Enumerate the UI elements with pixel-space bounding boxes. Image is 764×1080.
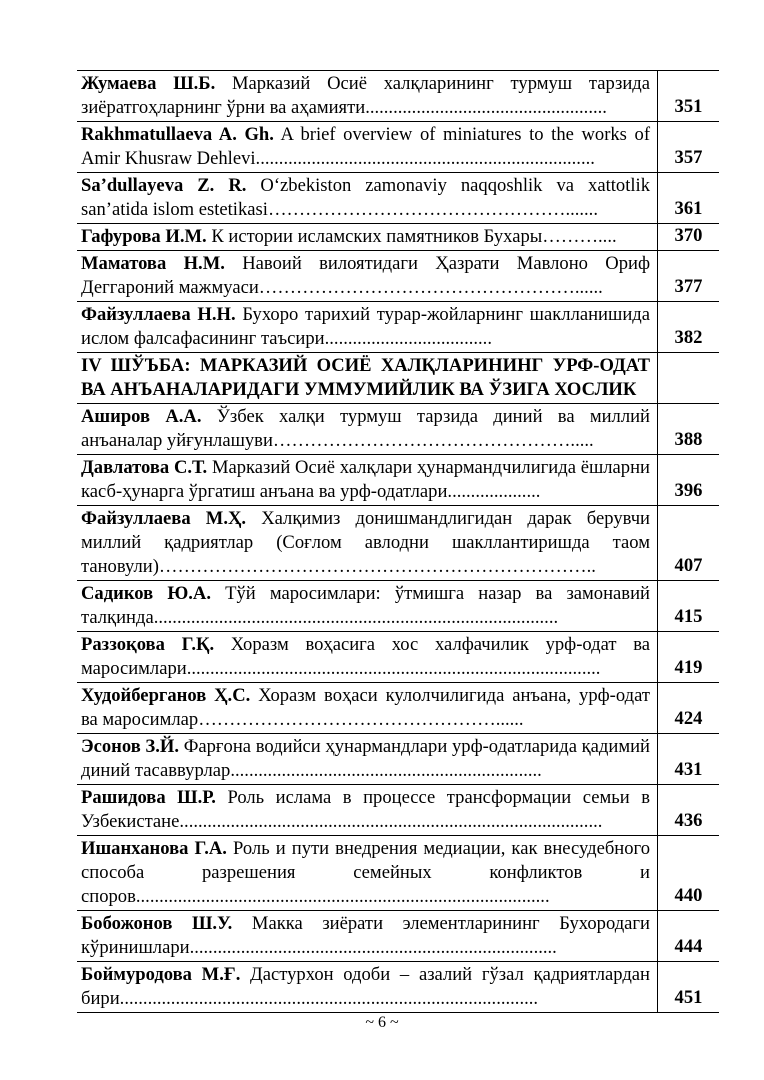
entry-title: A brief overview of miniatures to the works of Amir Khusraw Dehlevi <box>81 124 651 169</box>
toc-entry-row <box>77 911 719 962</box>
entry-page-number: 377 <box>658 251 720 302</box>
entry-author: Боймуродова М.Ғ. <box>81 964 241 985</box>
entry-dot-leader: …………………………………………....... <box>267 199 598 220</box>
entry-title: К истории исламских памятников Бухары <box>206 226 543 247</box>
entry-dot-leader: ......................................................................................... <box>186 658 601 679</box>
entry-page-number: 396 <box>658 455 720 506</box>
entry-author: Rakhmatullaeva A. Gh. <box>81 124 274 145</box>
entry-title: Халқимиз донишмандлигидан дарак берувчи миллий қадриятлар (Соғлом авлодни шакллантиришда таом тановули) <box>81 508 650 577</box>
entry-title: Роль ислама в процессе трансформации семьи в Узбекистане <box>81 787 650 832</box>
entry-author: Ишанханова Г.А. <box>81 838 227 859</box>
toc-entry <box>77 911 658 962</box>
entry-author: Sa’dullayeva Z. R. <box>81 175 247 196</box>
toc-entry <box>77 683 658 734</box>
table-of-contents <box>77 70 719 1013</box>
entry-title: Макка зиёрати элементларининг Бухородаги кўринишлари <box>81 913 651 958</box>
entry-dot-leader: ......................................................................................... <box>135 886 550 907</box>
entry-dot-leader: .......................................................................................... <box>119 988 539 1009</box>
entry-dot-leader: …………………………………………...... <box>198 709 524 730</box>
toc-body <box>77 71 719 1013</box>
entry-page-number: 361 <box>658 173 720 224</box>
page-number: ~ 6 ~ <box>365 1014 399 1031</box>
entry-author: Жумаева Ш.Б. <box>81 73 216 94</box>
entry-title: Бухоро тарихий турар-жойларнинг шаклланишида ислом фалсафасининг таъсири <box>81 304 650 349</box>
entry-title: Фарғона водийси ҳунармандлари урф-одатларида қадимий диний тасаввурлар <box>81 736 650 781</box>
entry-title: Навоий вилоятидаги Ҳазрати Мавлоно Ориф Деггароний мажмуаси <box>81 253 650 298</box>
toc-entry <box>77 302 658 353</box>
entry-dot-leader: …………………………………………..... <box>272 430 594 451</box>
entry-page-number: 451 <box>658 962 720 1013</box>
entry-page-number: 415 <box>658 581 720 632</box>
entry-author: Давлатова С.Т. <box>81 457 208 478</box>
entry-author: Худойберганов Ҳ.С. <box>81 685 251 706</box>
entry-dot-leader: ……………………………………………...... <box>258 277 603 298</box>
entry-dot-leader: ................................................................... <box>230 760 542 781</box>
entry-dot-leader: ……….... <box>542 226 617 247</box>
entry-page-number: 388 <box>658 404 720 455</box>
entry-author: Файзуллаева Н.Н. <box>81 304 236 325</box>
entry-page-number: 444 <box>658 911 720 962</box>
toc-entry <box>77 836 658 911</box>
section-heading: IV ШЎЪБА: МАРКАЗИЙ ОСИЁ ХАЛҚЛАРИНИНГ УРФ-ОДАТ ВА АНЪАНАЛАРИДАГИ УММУМИЙЛИК ВА ЎЗИГА ХОСЛИК <box>77 353 658 404</box>
toc-entry-row <box>77 962 719 1013</box>
entry-dot-leader: ......................................................................... <box>255 148 595 169</box>
entry-dot-leader: ............................................................................... <box>189 937 557 958</box>
toc-entry-row <box>77 683 719 734</box>
toc-entry-row <box>77 173 719 224</box>
toc-entry <box>77 224 658 251</box>
entry-author: Бобожонов Ш.У. <box>81 913 233 934</box>
entry-author: Рашидова Ш.Р. <box>81 787 216 808</box>
entry-author: Файзуллаева М.Ҳ. <box>81 508 247 529</box>
entry-dot-leader: …………………………………………………………….. <box>158 556 596 577</box>
toc-entry-row <box>77 455 719 506</box>
entry-title: Тўй маросимлари: ўтмишга назар ва замонавий талқинда <box>81 583 650 628</box>
toc-entry-row <box>77 251 719 302</box>
entry-author: Садиков Ю.А. <box>81 583 211 604</box>
toc-entry-row <box>77 581 719 632</box>
entry-author: Гафурова И.М. <box>81 226 207 247</box>
entry-dot-leader: ........................................................................................... <box>179 811 603 832</box>
toc-entry-row <box>77 404 719 455</box>
toc-entry-row <box>77 785 719 836</box>
entry-page-number: 419 <box>658 632 720 683</box>
entry-page-number: 440 <box>658 836 720 911</box>
entry-author: Раззоқова Г.Қ. <box>81 634 215 655</box>
toc-entry <box>77 632 658 683</box>
toc-entry <box>77 785 658 836</box>
entry-page-number: 436 <box>658 785 720 836</box>
entry-dot-leader: .................................... <box>324 328 492 349</box>
toc-entry-row <box>77 506 719 581</box>
toc-entry-row <box>77 734 719 785</box>
entry-author: Эсонов З.Й. <box>81 736 180 757</box>
toc-entry <box>77 122 658 173</box>
entry-title: Хоразм воҳасига хос халфачилик урф-одат ва маросимлари <box>81 634 650 679</box>
toc-entry <box>77 173 658 224</box>
section-heading-row <box>77 353 719 404</box>
toc-entry-row <box>77 122 719 173</box>
toc-entry <box>77 455 658 506</box>
entry-dot-leader: .................... <box>447 481 541 502</box>
entry-page-number: 431 <box>658 734 720 785</box>
entry-title: Марказий Осиё халқлари ҳунармандчилигида ёшларни касб-ҳунарга ўргатиш анъана ва урф-одатлари <box>81 457 650 502</box>
toc-entry <box>77 962 658 1013</box>
entry-title: Ўзбек халқи турмуш тарзида диний ва миллий анъаналар уйғунлашуви <box>81 406 651 451</box>
toc-entry <box>77 734 658 785</box>
toc-entry <box>77 71 658 122</box>
entry-title: Роль и пути внедрения медиации, как внесудебного способа разрешения семейных конфликтов и споров <box>81 838 651 907</box>
toc-entry <box>77 251 658 302</box>
entry-title: Хоразм воҳаси кулолчилигида анъана, урф-одат ва маросимлар <box>81 685 650 730</box>
toc-entry <box>77 506 658 581</box>
entry-page-number: 407 <box>658 506 720 581</box>
entry-title: Дастурхон одоби – азалий гўзал қадриятлардан бири <box>81 964 650 1009</box>
entry-page-number: 357 <box>658 122 720 173</box>
entry-dot-leader: .................................................... <box>365 97 607 118</box>
section-page-cell <box>658 353 720 404</box>
entry-page-number: 370 <box>658 224 720 251</box>
toc-entry-row <box>77 224 719 251</box>
toc-entry-row <box>77 302 719 353</box>
entry-title: Марказий Осиё халқларининг турмуш тарзида зиёратгоҳларнинг ўрни ва аҳамияти <box>81 73 650 118</box>
toc-entry <box>77 581 658 632</box>
entry-page-number: 424 <box>658 683 720 734</box>
toc-entry <box>77 404 658 455</box>
toc-entry-row <box>77 632 719 683</box>
entry-page-number: 382 <box>658 302 720 353</box>
entry-title: O‘zbekiston zamonaviy naqqoshlik va xattotlik san’atida islom estetikasi <box>81 175 650 220</box>
entry-author: Аширов А.А. <box>81 406 202 427</box>
entry-page-number: 351 <box>658 71 720 122</box>
toc-entry-row <box>77 71 719 122</box>
entry-author: Маматова Н.М. <box>81 253 225 274</box>
toc-entry-row <box>77 836 719 911</box>
entry-dot-leader: ....................................................................................... <box>153 607 559 628</box>
